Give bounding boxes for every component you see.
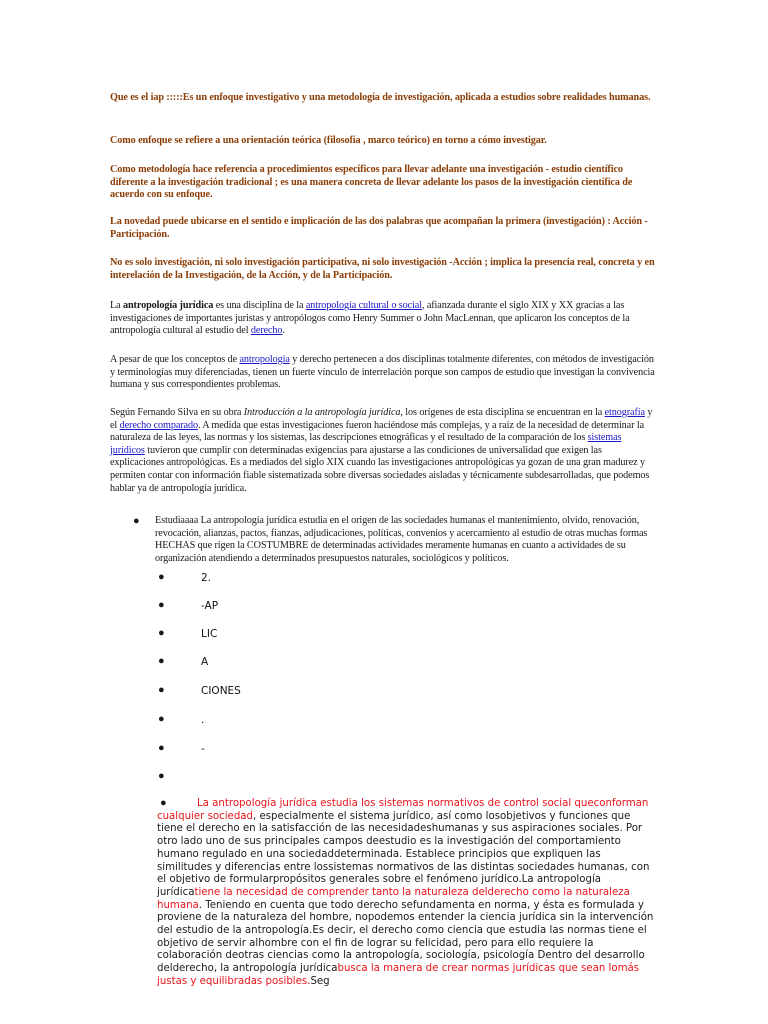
silva-paragraph [110, 407, 655, 495]
text-run: , afianzada durante el siglo XIX y XX gracias a las investigaciones de importantes juristas y antropólogos como Henry Summer o John MacLennan, que aplicaron los conceptos de la antropología cultural al estudio del [110, 300, 630, 337]
text-run: . [282, 325, 285, 337]
text-run: , los orígenes de esta disciplina se encuentran en la [400, 407, 605, 418]
sub-item-1: 2. [201, 572, 212, 584]
text-run: tuvieron que cumplir con determinadas exigencias para ajustarse a las condiciones de universalidad que exigen las explicaciones antropológicas. Es a mediados del siglo XIX cuando las investigaciones antropológicas ya gozan de una gran madurez y permiten contar con información fiable sistematizada sobre diversas sociedades aisladas y técnicamente subdesarrolladas, que podemos hablar ya de antropología jurídica. [110, 444, 650, 494]
novedad-paragraph: La novedad puede ubicarse en el sentido e implicación de las dos palabras que acompañan la primera (investigación) : Acción - Participación. [110, 216, 648, 240]
text-run: es una disciplina de la [213, 300, 306, 311]
bullet-marker: ● [158, 742, 165, 754]
text-run: Seg [310, 975, 330, 987]
text-run: . Teniendo en cuenta que todo derecho sefundamenta en norma, y ésta es formulada y proviene de la naturaleza del hombre, nopodemos entender la ciencia jurídica sin la intervención del estudio de la antropología.Es decir, el derecho como ciencia que estudia las normas tiene el objetivo de servir alhombre con el fin de lograr su felicidad, pero para ello requiere la colaboración deotras ciencias como la antropología, sociología, psicología Dentro del desarrollo delderecho, la antropología jurídica [157, 899, 654, 975]
sub-item-2: -AP [201, 600, 219, 612]
text-run: La [110, 300, 123, 311]
bullet-marker: ● [133, 515, 140, 527]
red-text-run: La antropología jurídica estudia los sistemas normativos de control social queconforman cualquier sociedad [157, 798, 649, 822]
bullet-marker: ● [158, 713, 165, 725]
derecho-comparado-link[interactable]: derecho comparado [119, 419, 198, 431]
derecho-link[interactable]: derecho [250, 325, 283, 337]
bold-term: antropología jurídica [123, 300, 214, 311]
text-run: A pesar de que los conceptos de [110, 354, 240, 365]
sub-item-3: LIC [201, 628, 218, 640]
bullet-marker: ● [158, 684, 165, 696]
sub-item-5: CIONES [201, 685, 241, 697]
estudiaaaa-bullet-text: Estudiaaaa La antropología jurídica estudia en el origen de las sociedades humanas el mantenimiento, olvido, renovación, revocación, alianzas, pactos, fianzas, adjudicaciones, políticas, convenios y acercamiento al estudio de otras muchas formas HECHAS que rigen la COSTUMBRE de determinadas actividades meramente humanas en cuanto a actividades de su organización atendiendo a determinados presupuestos naturales, sociológicos y políticos. [155, 515, 648, 564]
text-run: . A medida que estas investigaciones fueron haciéndose más complejas, y a raíz de la necesidad de determinar la naturaleza de las leyes, las normas y los sistemas, las descripciones etnográficas y el resultado de la comparación de los [110, 419, 644, 444]
red-text-run: tiene la necesidad de comprender tanto la naturaleza delderecho como la naturaleza humana [157, 886, 630, 911]
etnografia-link[interactable]: etnografía [604, 407, 645, 418]
bullet-marker: ● [158, 627, 165, 639]
bullet-marker: ● [158, 599, 165, 611]
no-solo-paragraph: No es solo investigación, ni solo investigación participativa, ni solo investigación -Acción ; implica la presencia real, concreta y en interelación de la Investigación, de la Acción, y de la Participación. [110, 257, 655, 281]
sub-item-7: - [201, 743, 205, 755]
metodologia-paragraph: Como metodología hace referencia a procedimientos específicos para llevar adelante una investigación - estudio científico diferente a la investigación tradicional ; es una manera concreta de llevar adelante los pasos de la investigación científica de acuerdo con su enfoque. [110, 164, 633, 201]
antropologia-link[interactable]: antropología [239, 354, 290, 365]
sistemas-juridicos-link[interactable]: sistemas jurídicos [110, 432, 622, 456]
text-run: , especialmente el sistema jurídico, así como losobjetivos y funciones que tiene el derecho en la satisfacción de las necesidadeshumanas y sus aspiraciones sociales. Por otro lado uno de sus principales campos deestudio es la investigación del comportamiento humano regulado en una sociedaddeterminada. Establece principios que expliquen las similitudes y diferencias entre lossistemas normativos de las distintas sociedades humanas, con el objetivo de formularpropósitos generales sobre el fenómeno jurídico.La antropología jurídica [157, 810, 650, 898]
text-run: y derecho pertenecen a dos disciplinas totalmente diferentes, con métodos de investigación y terminologías muy diferenciadas, tienen un fuerte vínculo de interrelación porque son campos de estudio que investigan la convivencia humana y sus correspondientes problemas. [110, 354, 655, 391]
sub-item-6: . [201, 714, 205, 726]
antropologia-cultural-link[interactable]: antropología cultural o social [305, 300, 422, 311]
sub-item-4: A [201, 656, 209, 668]
sistemas-normativos-bullet-text [157, 798, 657, 989]
red-text-run: busca la manera de crear normas jurídicas que sean lomás justas y equilibradas posibles. [157, 963, 640, 987]
iap-definition-paragraph: Que es el iap :::::Es un enfoque investigativo y una metodología de investigación, aplicada a estudios sobre realidades humanas. [110, 92, 651, 103]
text-run: Según Fernando Silva en su obra [110, 407, 244, 418]
a-pesar-paragraph [110, 354, 655, 392]
book-title: Introducción a la antropología jurídica [243, 407, 401, 418]
enfoque-paragraph: Como enfoque se refiere a una orientación teórica (filosofía , marco teórico) en torno a cómo investigar. [110, 135, 547, 146]
antropologia-juridica-paragraph [110, 300, 655, 338]
text-run: y el [110, 407, 653, 431]
bullet-marker: ● [160, 797, 167, 809]
bullet-marker: ● [158, 770, 165, 782]
bullet-marker: ● [158, 655, 165, 667]
bullet-marker: ● [158, 571, 165, 583]
